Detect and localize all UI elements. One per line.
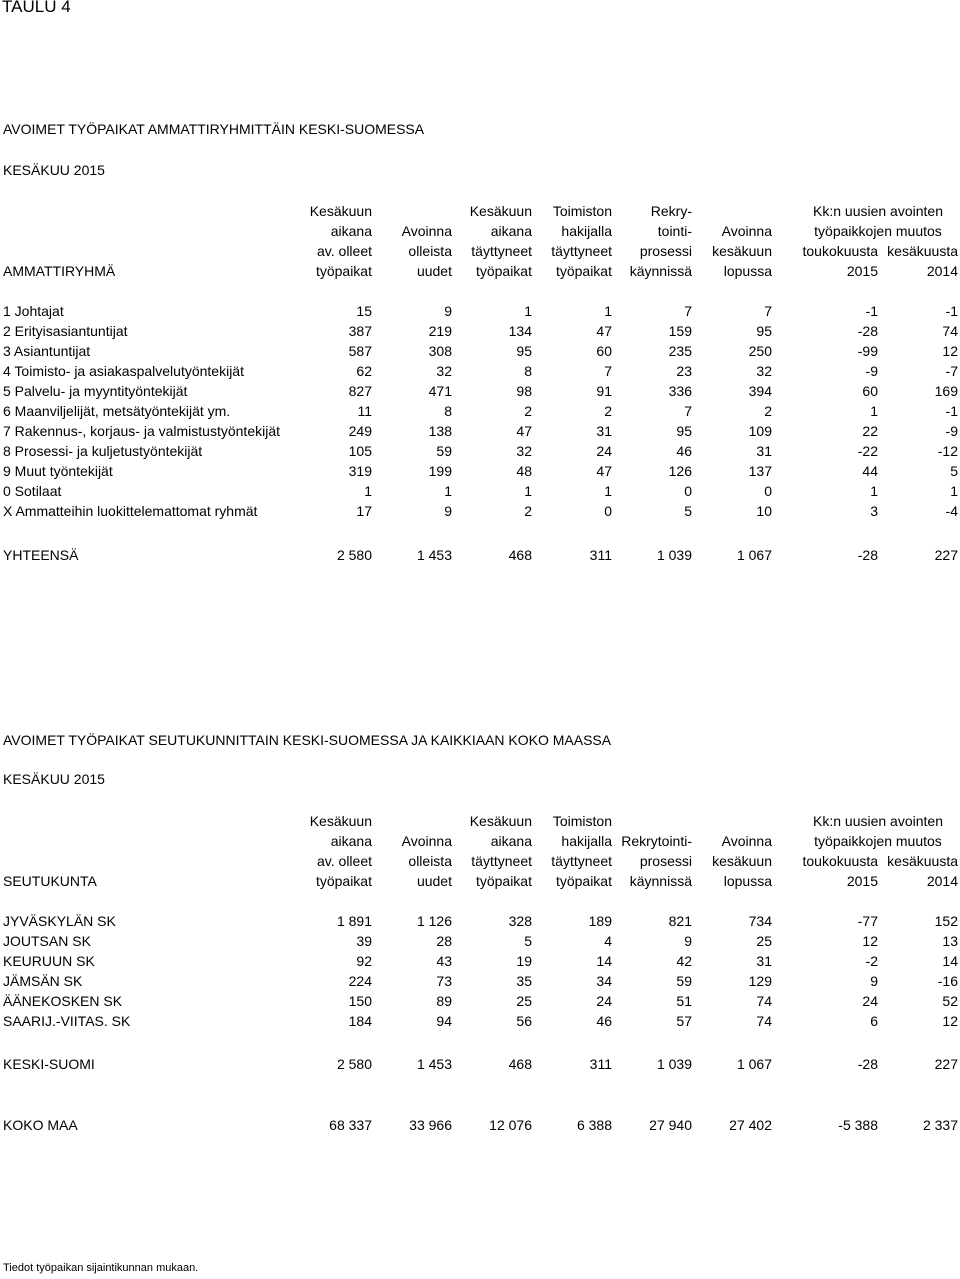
row-value-col5: 821 [668,913,692,929]
row-value-col7: 22 [862,423,878,439]
header-c5-line: prosessi [639,853,692,869]
row-value-col7: -28 [857,323,878,339]
row-value-col6: 31 [756,443,772,459]
row-value-col5: 46 [676,443,692,459]
row-value-col7: -28 [857,547,878,563]
header-c4-line: työpaikat [555,263,612,279]
row-value-col4: 47 [596,463,612,479]
row-value-col4: 47 [596,323,612,339]
row-value-col6: 734 [748,913,772,929]
row-value-col8: 52 [942,993,958,1009]
row-value-col3: 48 [516,463,532,479]
row-value-col8: 5 [950,463,958,479]
row-value-col6: 109 [748,423,772,439]
table-row [0,403,960,423]
section1-subtitle: KESÄKUU 2015 [3,162,105,178]
header-c6-line: Avoinna [721,833,772,849]
row-value-col1: 17 [356,503,372,519]
row-label: JÄMSÄN SK [3,973,83,989]
header-c3-line: aikana [490,223,532,239]
row-value-col3: 12 076 [489,1117,532,1133]
table-row [0,483,960,503]
header-c4-line: hakijalla [561,223,612,239]
header-c2-line: Avoinna [401,833,452,849]
row-value-col2: 8 [444,403,452,419]
row-value-col1: 224 [348,973,372,989]
header-row-label: AMMATTIRYHMÄ [3,263,116,279]
header-c3-line: Kesäkuun [469,203,532,219]
row-value-col6: 32 [756,363,772,379]
row-value-col8: 12 [942,343,958,359]
header-c3-line: työpaikat [475,263,532,279]
row-value-col1: 184 [348,1013,372,1029]
row-value-col1: 150 [348,993,372,1009]
row-value-col1: 387 [348,323,372,339]
row-value-col4: 91 [596,383,612,399]
row-value-col4: 4 [604,933,612,949]
row-value-col4: 24 [596,993,612,1009]
header-c8-line: 2014 [926,873,958,889]
header-c7-line: 2015 [846,263,878,279]
table-row [0,1056,960,1076]
header-c1-line: Kesäkuun [309,813,372,829]
row-value-col5: 27 940 [649,1117,692,1133]
row-label: JYVÄSKYLÄN SK [3,913,116,929]
row-value-col6: 1 067 [736,547,772,563]
table-row [0,363,960,383]
row-value-col1: 68 337 [329,1117,372,1133]
header-c6-line: lopussa [723,873,772,889]
row-value-col7: 24 [862,993,878,1009]
row-value-col4: 1 [604,303,612,319]
header-c1-line: aikana [330,833,372,849]
row-value-col2: 219 [428,323,452,339]
row-value-col8: -12 [937,443,958,459]
header-row-label: SEUTUKUNTA [3,873,97,889]
table-row [0,343,960,363]
table-row [0,993,960,1013]
row-value-col5: 0 [684,483,692,499]
row-value-col2: 9 [444,303,452,319]
row-value-col4: 6 388 [576,1117,612,1133]
row-value-col7: -77 [857,913,878,929]
row-value-col8: -7 [945,363,958,379]
row-value-col3: 56 [516,1013,532,1029]
row-value-col5: 57 [676,1013,692,1029]
row-value-col1: 1 891 [336,913,372,929]
header-c7-line: 2015 [846,873,878,889]
row-value-col7: -9 [865,363,878,379]
row-value-col5: 1 039 [656,1056,692,1072]
header-kk-change-line: työpaikkojen muutos [814,833,942,849]
header-c1-line: työpaikat [315,263,372,279]
row-value-col4: 311 [589,1056,612,1072]
table-row [0,933,960,953]
row-value-col4: 0 [604,503,612,519]
row-value-col1: 587 [348,343,372,359]
header-c8-line: kesäkuusta [887,853,958,869]
header-kk-change-line: työpaikkojen muutos [814,223,942,239]
row-value-col7: -22 [857,443,878,459]
row-value-col5: 5 [684,503,692,519]
row-value-col8: 74 [942,323,958,339]
row-value-col4: 1 [604,483,612,499]
row-value-col1: 2 580 [336,547,372,563]
row-value-col5: 9 [684,933,692,949]
row-value-col2: 9 [444,503,452,519]
row-value-col5: 159 [668,323,692,339]
row-value-col4: 24 [596,443,612,459]
row-label: 3 Asiantuntijat [3,343,91,359]
row-value-col6: 1 067 [736,1056,772,1072]
header-c1-line: aikana [330,223,372,239]
header-c3-line: aikana [490,833,532,849]
row-value-col3: 98 [516,383,532,399]
table-row [0,303,960,323]
header-c5-line: käynnissä [629,873,692,889]
row-label: ÄÄNEKOSKEN SK [3,993,123,1009]
row-value-col8: 152 [934,913,958,929]
row-value-col2: 1 453 [416,1056,452,1072]
row-value-col6: 95 [756,323,772,339]
row-value-col5: 59 [676,973,692,989]
row-label: KOKO MAA [3,1117,78,1133]
table-row [0,443,960,463]
row-label: 4 Toimisto- ja asiakaspalvelutyöntekijät [3,363,244,379]
table-row [0,953,960,973]
row-value-col5: 126 [668,463,692,479]
row-value-col6: 25 [756,933,772,949]
row-value-col3: 35 [516,973,532,989]
header-c2-line: uudet [416,263,452,279]
row-value-col1: 249 [348,423,372,439]
row-value-col7: 44 [862,463,878,479]
row-value-col2: 1 453 [416,547,452,563]
row-value-col5: 23 [676,363,692,379]
row-label: 9 Muut työntekijät [3,463,113,479]
table-row [0,503,960,523]
header-c5-line: tointi- [657,223,692,239]
row-value-col5: 336 [668,383,692,399]
header-c3-line: täyttyneet [471,243,532,259]
header-c1-line: Kesäkuun [309,203,372,219]
row-value-col2: 32 [436,363,452,379]
row-value-col1: 319 [348,463,372,479]
table-row [0,423,960,443]
header-c2-line: uudet [416,873,452,889]
row-value-col2: 43 [436,953,452,969]
row-value-col2: 33 966 [409,1117,452,1133]
page-title: TAULU 4 [2,0,71,16]
row-label: 7 Rakennus-, korjaus- ja valmistustyöntekijät [3,423,281,439]
row-value-col5: 51 [676,993,692,1009]
header-c4-line: Toimiston [552,813,612,829]
row-value-col2: 138 [428,423,452,439]
row-value-col3: 134 [508,323,532,339]
row-value-col4: 31 [596,423,612,439]
row-value-col7: -99 [857,343,878,359]
header-c1-line: työpaikat [315,873,372,889]
section1-title: AVOIMET TYÖPAIKAT AMMATTIRYHMITTÄIN KESKI-SUOMESSA [3,121,425,137]
row-value-col4: 34 [596,973,612,989]
table-row [0,323,960,343]
section2-subtitle: KESÄKUU 2015 [3,771,105,787]
table-row [0,463,960,483]
row-value-col2: 199 [428,463,452,479]
row-value-col8: -1 [945,403,958,419]
row-value-col6: 10 [756,503,772,519]
row-value-col7: -5 388 [838,1117,878,1133]
header-c4-line: täyttyneet [551,853,612,869]
row-value-col5: 235 [668,343,692,359]
row-value-col8: 227 [934,1056,958,1072]
row-value-col6: 394 [748,383,772,399]
header-c3-line: täyttyneet [471,853,532,869]
row-value-col2: 59 [436,443,452,459]
header-c5-line: Rekry- [650,203,692,219]
row-value-col2: 73 [436,973,452,989]
row-value-col6: 250 [748,343,772,359]
row-value-col8: 13 [942,933,958,949]
table-row [0,973,960,993]
row-label: 0 Sotilaat [3,483,62,499]
table-row [0,913,960,933]
table-row [0,1013,960,1033]
header-c1-line: av. olleet [317,853,372,869]
row-value-col1: 105 [348,443,372,459]
header-c4-line: hakijalla [561,833,612,849]
row-value-col3: 47 [516,423,532,439]
row-value-col5: 42 [676,953,692,969]
row-value-col6: 2 [764,403,772,419]
row-value-col7: 1 [870,483,878,499]
header-c7-line: toukokuusta [802,243,878,259]
header-c6-line: kesäkuun [712,243,772,259]
header-c8-line: 2014 [926,263,958,279]
row-value-col4: 14 [596,953,612,969]
row-value-col2: 1 126 [416,913,452,929]
row-value-col8: 169 [934,383,958,399]
row-label: JOUTSAN SK [3,933,91,949]
footnote: Tiedot työpaikan sijaintikunnan mukaan. [3,1262,199,1274]
row-value-col7: 12 [862,933,878,949]
row-label: 8 Prosessi- ja kuljetustyöntekijät [3,443,203,459]
row-value-col3: 8 [524,363,532,379]
row-value-col7: 3 [870,503,878,519]
table-row [0,547,960,567]
header-c4-line: Toimiston [552,203,612,219]
row-value-col3: 5 [524,933,532,949]
row-value-col1: 62 [356,363,372,379]
row-value-col1: 11 [357,403,372,419]
header-c6-line: lopussa [723,263,772,279]
header-c4-line: täyttyneet [551,243,612,259]
row-value-col6: 129 [748,973,772,989]
header-c2-line: olleista [408,853,452,869]
row-value-col8: -9 [945,423,958,439]
row-value-col8: -16 [937,973,958,989]
row-value-col4: 2 [604,403,612,419]
row-value-col7: 9 [870,973,878,989]
header-c5-line: prosessi [639,243,692,259]
row-value-col3: 328 [508,913,532,929]
row-value-col3: 19 [516,953,532,969]
row-value-col3: 1 [524,483,532,499]
row-value-col1: 827 [348,383,372,399]
row-label: 2 Erityisasiantuntijat [3,323,128,339]
row-value-col3: 1 [524,303,532,319]
row-value-col6: 7 [764,303,772,319]
row-value-col5: 95 [676,423,692,439]
row-label: KESKI-SUOMI [3,1056,95,1072]
row-value-col8: -4 [945,503,958,519]
row-label: 6 Maanviljelijät, metsätyöntekijät ym. [3,403,231,419]
row-value-col8: 1 [950,483,958,499]
header-c2-line: olleista [408,243,452,259]
header-kk-change-line: Kk:n uusien avointen [813,813,943,829]
row-value-col8: 227 [934,547,958,563]
row-value-col2: 28 [436,933,452,949]
row-value-col2: 89 [436,993,452,1009]
table-row [0,1117,960,1137]
row-value-col3: 25 [516,993,532,1009]
row-value-col2: 471 [428,383,452,399]
row-value-col8: 12 [942,1013,958,1029]
row-value-col5: 7 [684,403,692,419]
row-value-col1: 2 580 [336,1056,372,1072]
header-c4-line: työpaikat [555,873,612,889]
row-value-col3: 468 [508,547,532,563]
row-value-col6: 74 [756,1013,772,1029]
header-c6-line: Avoinna [721,223,772,239]
row-value-col8: 2 337 [922,1117,958,1133]
row-value-col3: 32 [516,443,532,459]
row-label: SAARIJ.-VIITAS. SK [3,1013,131,1029]
row-value-col3: 95 [516,343,532,359]
row-value-col3: 468 [508,1056,532,1072]
row-value-col1: 15 [356,303,372,319]
header-c8-line: kesäkuusta [887,243,958,259]
row-label: 5 Palvelu- ja myyntityöntekijät [3,383,188,399]
row-label: X Ammatteihin luokittelemattomat ryhmät [3,503,258,519]
row-value-col7: -1 [865,303,878,319]
row-value-col4: 189 [588,913,612,929]
row-value-col2: 94 [436,1013,452,1029]
row-value-col7: -2 [865,953,878,969]
header-kk-change-line: Kk:n uusien avointen [813,203,943,219]
section2-title: AVOIMET TYÖPAIKAT SEUTUKUNNITTAIN KESKI-SUOMESSA JA KAIKKIAAN KOKO MAASSA [3,732,612,748]
row-value-col1: 39 [356,933,372,949]
row-value-col1: 92 [356,953,372,969]
row-value-col4: 60 [596,343,612,359]
row-value-col5: 7 [684,303,692,319]
header-c6-line: kesäkuun [712,853,772,869]
row-value-col7: 60 [862,383,878,399]
row-value-col2: 1 [444,483,452,499]
row-value-col8: -1 [945,303,958,319]
row-label: 1 Johtajat [3,303,64,319]
table-row [0,383,960,403]
header-c1-line: av. olleet [317,243,372,259]
header-c7-line: toukokuusta [802,853,878,869]
row-value-col1: 1 [364,483,372,499]
row-value-col4: 46 [596,1013,612,1029]
header-c3-line: Kesäkuun [469,813,532,829]
header-c2-line: Avoinna [401,223,452,239]
header-c5-line: käynnissä [629,263,692,279]
row-value-col7: -28 [857,1056,878,1072]
row-value-col5: 1 039 [656,547,692,563]
row-value-col2: 308 [428,343,452,359]
row-value-col4: 7 [604,363,612,379]
row-value-col6: 31 [756,953,772,969]
row-value-col6: 27 402 [729,1117,772,1133]
row-value-col7: 6 [870,1013,878,1029]
row-value-col4: 311 [589,547,612,563]
header-c5-line: Rekrytointi- [621,833,692,849]
row-value-col3: 2 [524,403,532,419]
row-label: YHTEENSÄ [3,547,79,563]
row-value-col6: 74 [756,993,772,1009]
header-c3-line: työpaikat [475,873,532,889]
row-value-col8: 14 [942,953,958,969]
row-value-col6: 137 [748,463,772,479]
row-value-col3: 2 [524,503,532,519]
row-label: KEURUUN SK [3,953,95,969]
row-value-col6: 0 [764,483,772,499]
row-value-col7: 1 [870,403,878,419]
